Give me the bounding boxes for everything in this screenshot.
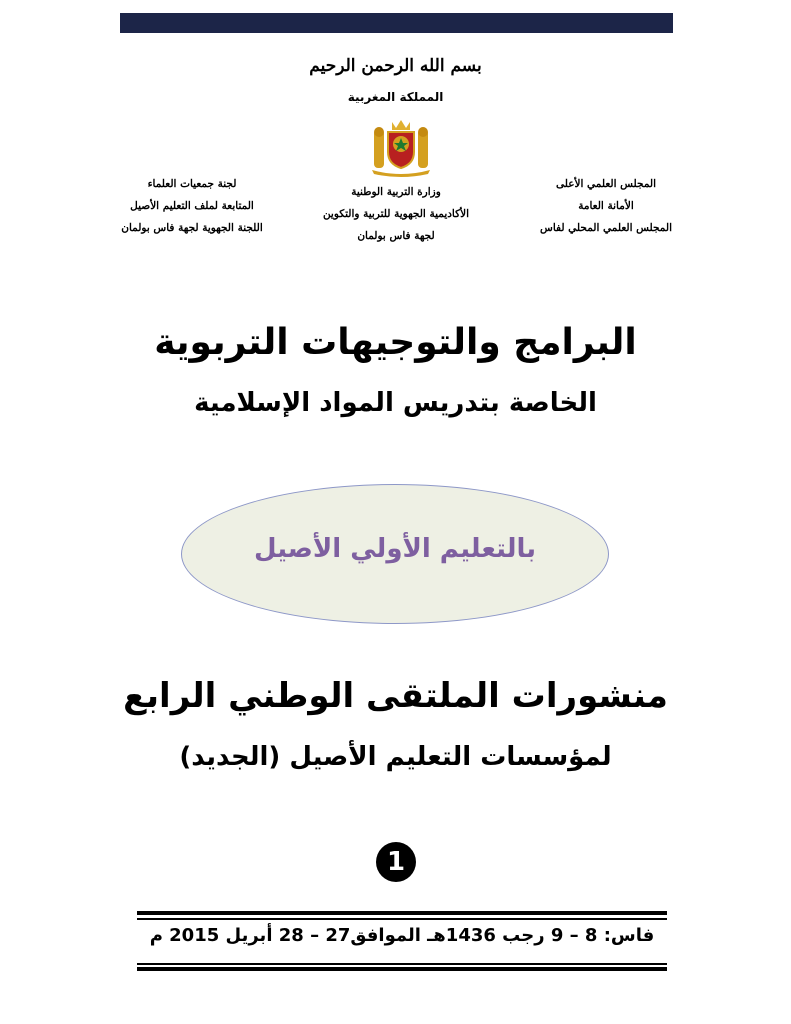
footer-rule-bottom-thick (137, 967, 667, 971)
institution-line: الأكاديمية الجهوية للتربية والتكوين (322, 208, 470, 220)
footer-rule-top-thin (137, 918, 667, 920)
institution-line: لجنة جمعيات العلماء (147, 178, 237, 190)
document-title: البرامج والتوجيهات التربوية (154, 322, 637, 363)
institution-line: المجلس العلمي الأعلى (555, 178, 657, 190)
institution-line: المتابعة لملف التعليم الأصيل (130, 200, 254, 212)
footer-rule-bottom-thin (137, 963, 667, 965)
institutions-center (308, 186, 484, 252)
publication-title: منشورات الملتقى الوطني الرابع (123, 676, 668, 716)
institution-line: المجلس العلمي المحلي لفاس (540, 222, 672, 234)
institution-line: الأمانة العامة (578, 200, 634, 212)
document-subtitle: الخاصة بتدريس المواد الإسلامية (194, 388, 597, 418)
basmala: بسم الله الرحمن الرحيم (309, 56, 482, 76)
top-header-bar (120, 13, 673, 33)
education-level: بالتعليم الأولي الأصيل (253, 534, 536, 564)
institution-line: وزارة التربية الوطنية (351, 186, 441, 198)
institution-line: لجهة فاس بولمان (357, 230, 435, 242)
publication-subtitle: لمؤسسات التعليم الأصيل (الجديد) (179, 742, 612, 772)
institutions-right (536, 178, 676, 244)
footer-rule-top-thick (137, 911, 667, 915)
volume-number-badge: 1 (376, 842, 416, 882)
institution-line: اللجنة الجهوية لجهة فاس بولمان (121, 222, 263, 234)
institutions-left (118, 178, 266, 244)
kingdom-name: المملكة المغربية (347, 90, 444, 104)
royal-coat-of-arms-icon (366, 116, 436, 178)
event-date: فاس: 8 – 9 رجب 1436هـ الموافق27 – 28 أبريل 2015 م (149, 925, 655, 946)
